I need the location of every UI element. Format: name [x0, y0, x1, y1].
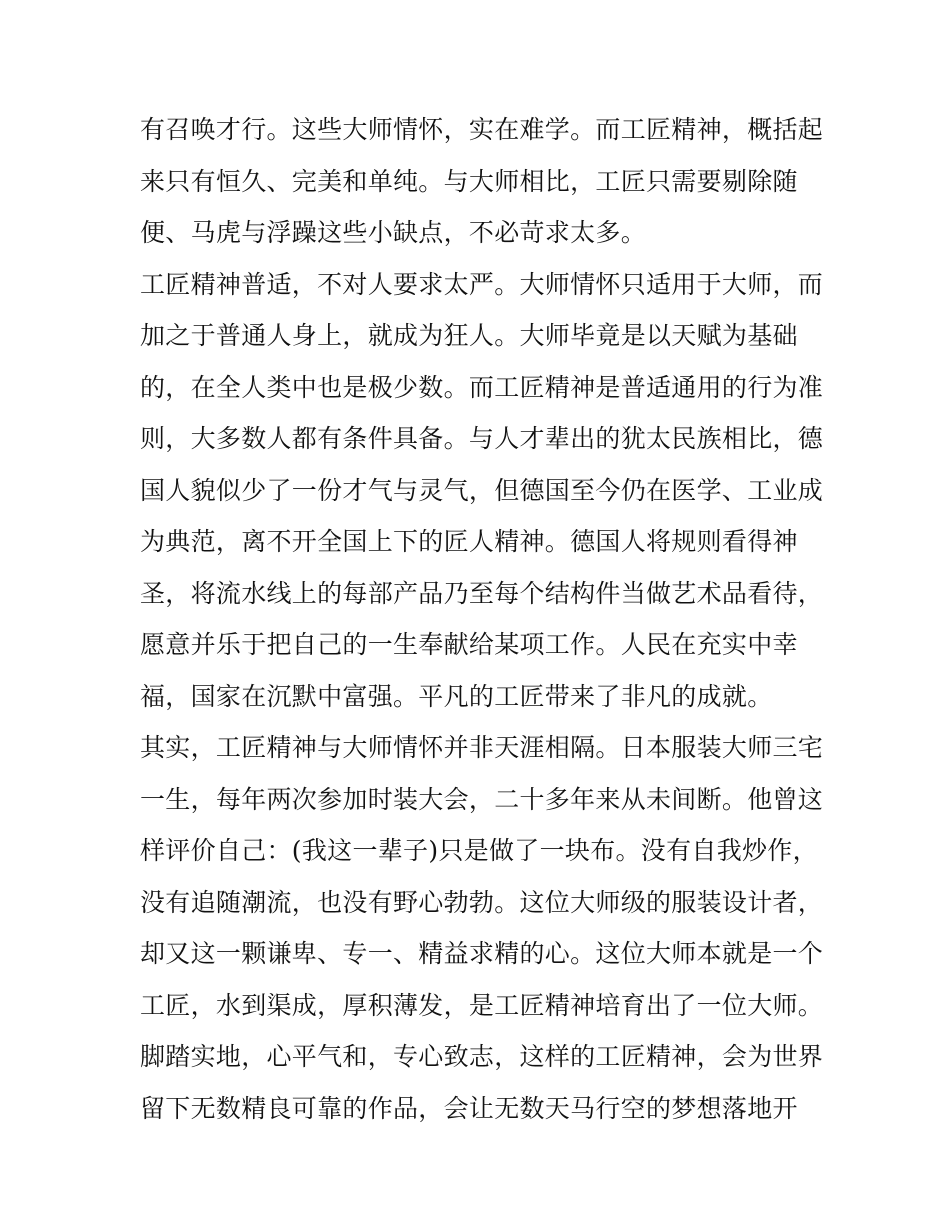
text-line: 便、马虎与浮躁这些小缺点，不必苛求太多。 [140, 218, 647, 247]
text-line: 工匠精神普适，不对人要求太严。大师情怀只适用于大师，而 [140, 269, 824, 299]
text-line: 一生，每年两次参加时装大会，二十多年来从未间断。他曾这 [140, 784, 824, 814]
text-line: 福，国家在沉默中富强。平凡的工匠带来了非凡的成就。 [140, 681, 773, 711]
text-line: 加之于普通人身上，就成为狂人。大师毕竟是以天赋为基础 [140, 321, 798, 350]
text-line: 来只有恒久、完美和单纯。与大师相比，工匠只需要剔除随 [140, 166, 798, 196]
text-line: 其实，工匠精神与大师情怀并非天涯相隔。日本服装大师三宅 [140, 733, 824, 762]
text-line: 为典范，离不开全国上下的匠人精神。德国人将规则看得神 [140, 527, 798, 556]
text-line: 样评价自己：(我这一辈子)只是做了一块布。没有自我炒作， [140, 836, 818, 865]
text-line: 却又这一颗谦卑、专一、精益求精的心。这位大师本就是一个 [140, 939, 824, 968]
essay-body [140, 110, 824, 1140]
text-line: 脚踏实地，心平气和，专心致志，这样的工匠精神，会为世界 [140, 1042, 824, 1071]
text-line: 有召唤才行。这些大师情怀，实在难学。而工匠精神，概括起 [140, 115, 824, 144]
text-line: 工匠，水到渠成，厚积薄发，是工匠精神培育出了一位大师。 [140, 990, 824, 1020]
text-line: 愿意并乐于把自己的一生奉献给某项工作。人民在充实中幸 [140, 630, 798, 659]
text-line: 没有追随潮流，也没有野心勃勃。这位大师级的服装设计者， [140, 887, 824, 917]
text-line: 圣，将流水线上的每部产品乃至每个结构件当做艺术品看待， [140, 578, 824, 608]
text-line: 则，大多数人都有条件具备。与人才辈出的犹太民族相比，德 [140, 424, 824, 453]
text-line: 国人貌似少了一份才气与灵气，但德国至今仍在医学、工业成 [140, 475, 824, 505]
text-line: 的，在全人类中也是极少数。而工匠精神是普适通用的行为准 [140, 372, 824, 402]
text-line: 留下无数精良可靠的作品，会让无数天马行空的梦想落地开 [140, 1093, 798, 1123]
